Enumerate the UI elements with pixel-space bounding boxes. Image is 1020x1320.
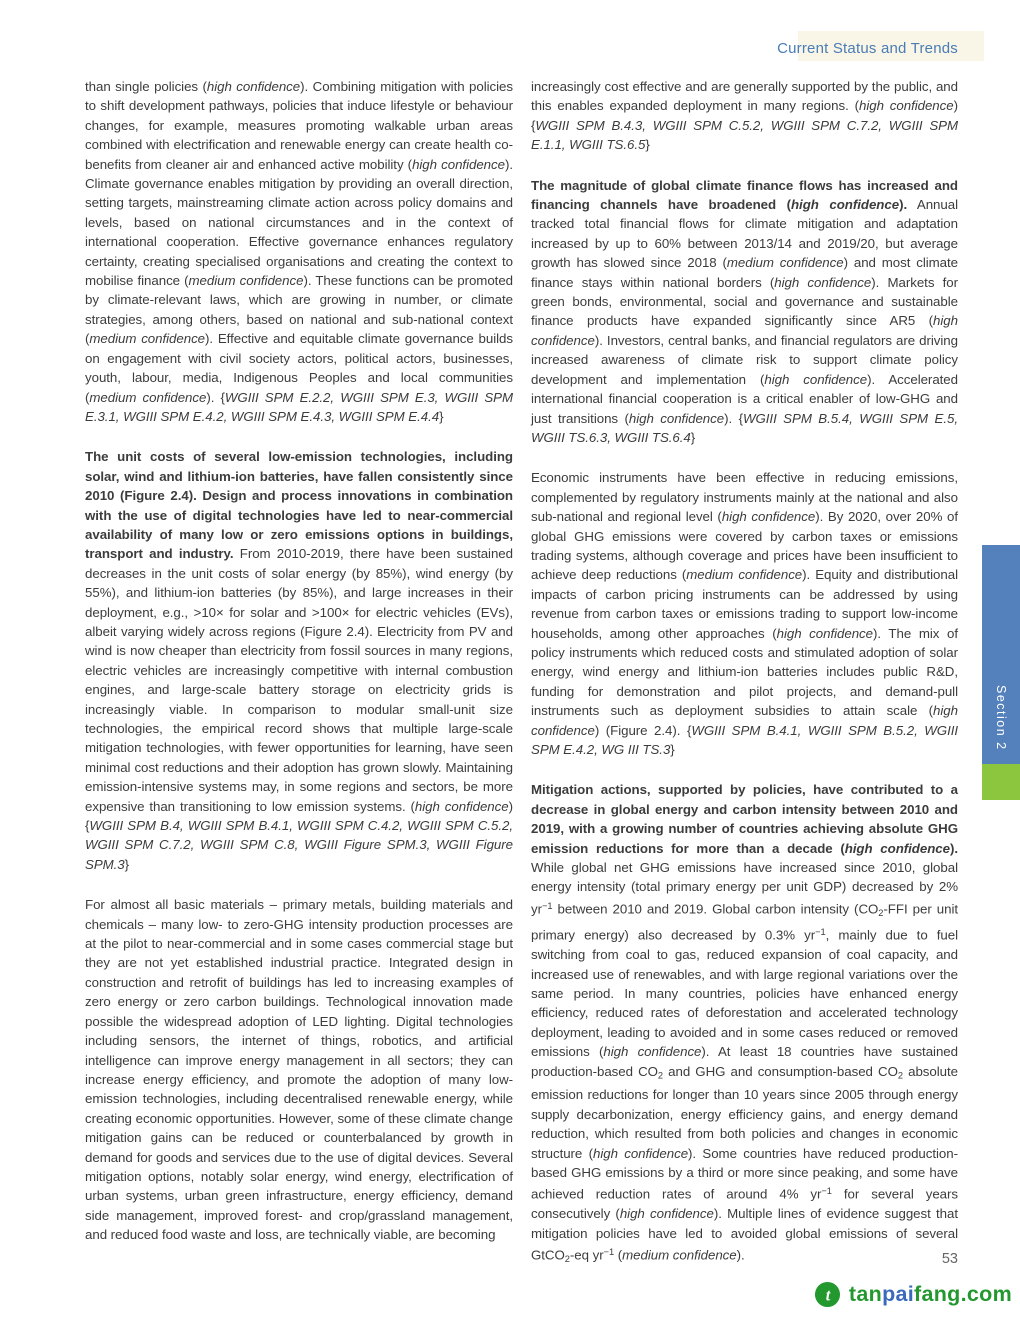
paragraph: For almost all basic materials – primary metals, building materials and chemicals – many low- to zero-GHG intensity production processes are at the pilot to near-commercial and in some cases commercial stage but they are not yet established industrial practice. Integrated design in construction and retrofit of buildings has led to increasing examples of zero energy or zero carbon buildings. Technological innovation made possible the widespread adoption of LED lighting. Digital technologies including sensors, the internet of things, robotics, and artificial intelligence can improve energy management in all sectors; they can increase energy efficiency, and promote the adoption of many low-emission technologies, including decentralised renewable energy, while creating economic opportunities. However, some of these climate change mitigation gains can be reduced or counterbalanced by growth in demand for goods and services due to the use of digital devices. Several mitigation options, notably solar energy, wind energy, electrification of urban systems, urban green infrastructure, energy efficiency, demand side management, improved forest- and crop/grassland management, and reduced food waste and loss, are technically viable, are becoming [85,897,513,1243]
left-column [85,77,513,1245]
running-header: Current Status and Trends [777,40,958,57]
watermark-logo-icon [814,1281,841,1308]
section-tab [982,545,1020,800]
section-tab-label: Section 2 [994,685,1008,751]
right-column [531,77,958,1270]
svg-text:t: t [825,1285,831,1305]
paragraph: increasingly cost effective and are generally supported by the public, and this enables expanded deployment in many regions. (high confidence) {WGIII SPM B.4.3, WGIII SPM C.5.2, WGIII SPM C.7.2, WGIII SPM E.1.1, WGIII TS.6.5} [531,79,958,153]
watermark [814,1281,1012,1308]
watermark-text-part1: tan [848,1282,883,1306]
page-number: 53 [941,1251,958,1267]
section-tab-body [982,545,1020,764]
paragraph: The magnitude of global climate finance flows has increased and financing channels have broadened (high confidence). Annual tracked total financial flows for climate mitigation and adaptation increased by up to 60% between 2013/14 and 2019/20, but average growth has slowed since 2018 (medium confidence) and most climate finance stays within national borders (high confidence). Markets for green bonds, environmental, social and governance and sustainable finance products have expanded significantly since AR5 (high confidence). Investors, central banks, and financial regulators are driving increased awareness of climate risk to support climate policy development and implementation (high confidence). Accelerated international financial cooperation is a critical enabler of low-GHG and just transitions (high confidence). {WGIII SPM B.5.4, WGIII SPM E.5, WGIII TS.6.3, WGIII TS.6.4} [531,177,959,445]
watermark-text [849,1282,1012,1307]
paragraph: than single policies (high confidence). Combining mitigation with policies to shift development pathways, policies that induce lifestyle or behaviour changes, for example, measures promoting walkable urban areas combined with electrification and renewable energy can create health co-benefits from cleaner air and enhanced active mobility (high confidence). Climate governance enables mitigation by providing an overall direction, setting targets, mainstreaming climate action across policy domains and levels, based on national circumstances and in the context of international cooperation. Effective governance enhances regulatory certainty, creating specialised organisations and creating the context to mobilise finance (medium confidence). These functions can be promoted by climate-relevant laws, which are growing in number, or climate strategies, among others, based on national and sub-national context (medium confidence). Effective and equitable climate governance builds on engagement with civil society actors, political actors, businesses, youth, labour, media, Indigenous Peoples and local communities (medium confidence). {WGIII SPM E.2.2, WGIII SPM E.3, WGIII SPM E.3.1, WGIII SPM E.4.2, WGIII SPM E.4.3, WGIII SPM E.4.4} [85,79,514,424]
section-tab-accent [982,764,1020,800]
paragraph: Mitigation actions, supported by policies, have contributed to a decrease in global energy and carbon intensity between 2010 and 2019, with a growing number of countries achieving absolute GHG emission reductions for more than a decade (high confidence). While global net GHG emissions have increased since 2010, global energy intensity (total primary energy per unit GDP) decreased by 2% $yr^{-1}$ between 2010 and 2019. Global carbon intensity (CO2-FFI per unit primary energy) also decreased by 0.3% $yr^{-1}$, mainly due to fuel switching from coal to gas, reduced expansion of coal capacity, and increased use of renewables, and with large regional variations over the same period. In many countries, policies have enhanced energy efficiency, reduced rates of deforestation and accelerated technology deployment, leading to avoided and in some cases reduced or removed emissions (high confidence). At least 18 countries have sustained production-based CO2 and GHG and consumption-based CO2 absolute emission reductions for longer than 10 years since 2005 through energy supply decarbonization, energy efficiency gains, and energy demand reduction, which resulted from both policies and changes in economic structure (high confidence). Some countries have reduced production-based GHG emissions by a third or more since peaking, and some have achieved reduction rates of around 4% $yr^{-1}$ for several years consecutively (high confidence). Multiple lines of evidence suggest that mitigation policies have led to avoided global emissions of several GtCO2-eq $yr^{-1}$ (medium confidence). [531,782,959,1265]
watermark-text-part2: pai [882,1282,915,1306]
paragraph: Economic instruments have been effective in reducing emissions, complemented by regulatory instruments mainly at the national and also sub-national and regional level (high confidence). By 2020, over 20% of global GHG emissions were covered by carbon taxes or emissions trading systems, although coverage and prices have been insufficient to achieve deep reductions (medium confidence). Equity and distributional impacts of carbon pricing instruments can be addressed by using revenue from carbon taxes or emissions trading to support low-income households, among other approaches (high confidence). The mix of policy instruments which reduced costs and stimulated adoption of solar energy, wind energy and lithium-ion batteries includes public R&D, funding for demonstration and pilot projects, and demand-pull instruments such as deployment subsidies to attain scale (high confidence) (Figure 2.4). {WGIII SPM B.4.1, WGIII SPM B.5.2, WGIII SPM E.4.2, WG III TS.3} [531,470,959,757]
watermark-text-part3: fang.com [914,1282,1012,1306]
paragraph: The unit costs of several low-emission technologies, including solar, wind and lithium-ion batteries, have fallen consistently since 2010 (Figure 2.4). Design and process innovations in combination with the use of digital technologies have led to near-commercial availability of many low or zero emissions options in buildings, transport and industry. From 2010-2019, there have been sustained decreases in the unit costs of solar energy (by 85%), wind energy (by 55%), and lithium-ion batteries (by 85%), and large increases in their deployment, e.g., >10× for solar and >100× for electric vehicles (EVs), albeit varying widely across regions (Figure 2.4). Electricity from PV and wind is now cheaper than electricity from fossil sources in many regions, electric vehicles are increasingly competitive with internal combustion engines, and large-scale battery storage on electricity grids is increasingly viable. In comparison to modular small-unit size technologies, the empirical record shows that multiple large-scale mitigation technologies, with fewer opportunities for learning, have seen minimal cost reductions and their adoption has grown slowly. Maintaining emission-intensive systems may, in some regions and sectors, be more expensive than transitioning to low emission systems. (high confidence) {WGIII SPM B.4, WGIII SPM B.4.1, WGIII SPM C.4.2, WGIII SPM C.5.2, WGIII SPM C.7.2, WGIII SPM C.8, WGIII Figure SPM.3, WGIII Figure SPM.3} [85,449,513,872]
